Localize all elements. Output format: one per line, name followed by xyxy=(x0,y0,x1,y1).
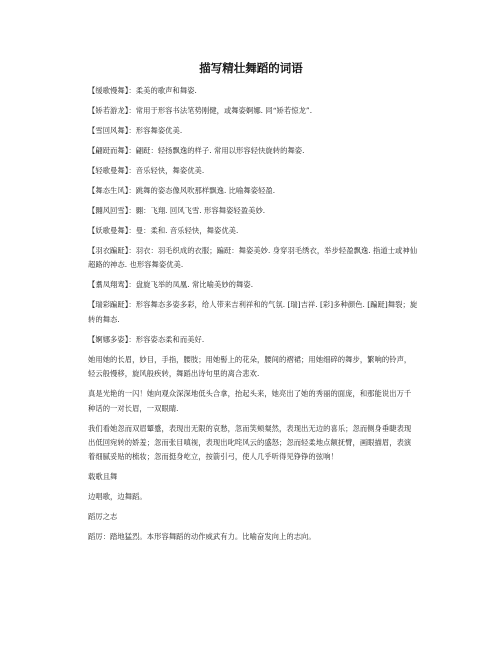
paragraph: 【轻歌曼舞】：音乐轻快，舞姿优美. xyxy=(88,166,205,175)
paragraph: 【翩跹而舞】：翩跹：轻扬飘逸的样子. 常用以形容轻快旋转的舞姿. xyxy=(88,146,305,155)
paragraph: 我们看她忽而双眉颦蹙，表现出无限的哀愁，忽而笑颊粲然，表现出无边的喜乐；忽而侧身垂睫表现出低回宛转的娇羞；忽而张目嗔视，表现出叱咤风云的盛怒；忽而轻柔地点额抚臂，画眼描眉，表演着细腻妥贴的梳妆；忽而挺身屹立，按箭引弓，使人几乎听得见铮铮的弦响！ xyxy=(88,423,412,462)
paragraph: 蹈厉：踏地猛烈。本形容舞蹈的动作威武有力。比喻奋发向上的志向。 xyxy=(88,532,316,542)
paragraph: 边唱歌，边舞蹈。 xyxy=(88,492,147,502)
page-title: 描写精壮舞蹈的词语 xyxy=(199,61,303,75)
paragraph: 【舞态生风】：跳舞的姿态像风吹那样飘逸. 比喻舞姿轻盈. xyxy=(88,186,276,195)
paragraph: 【翾风回雪】：翾：飞翔. 回风飞雪. 形容舞姿轻盈美妙. xyxy=(88,206,266,215)
paragraph: 【翥凤翔鸾】：盘旋飞举的凤凰. 常比喻美妙的舞姿. xyxy=(88,280,254,290)
paragraph: 【矫若游龙】：常用于形容书法笔势刚健，或舞姿婀娜. 同“矫若惊龙”. xyxy=(88,106,313,115)
document-body xyxy=(88,84,418,550)
paragraph: 真是光艳的一闪！她向观众深深地低头合拿，抬起头来，她亮出了她的秀丽的面庞，和那能说出万千种话的一对长眉，一双眼睛. xyxy=(88,389,412,413)
paragraph: 载歌且舞 xyxy=(88,472,118,482)
paragraph: 蹈厉之志 xyxy=(88,512,118,522)
paragraph: 【雪回风舞】：形容舞姿优美. xyxy=(88,126,183,135)
paragraph: 她用她的长眉，妙目，手指，腰肢；用她髻上的花朵，腰间的褶裙；用她细碎的舞步，繁响的铃声，轻云般慢移，旋风般疾转，舞蹈出诗句里的离合悲欢. xyxy=(88,354,412,379)
paragraph: 【羽衣蹁跹】：羽衣：羽毛织成的衣服；蹁跹：舞姿美妙. 身穿羽毛绣衣，举步轻盈飘逸. 指道士或神仙超路的神态. 也形容舞姿优美. xyxy=(88,246,418,270)
paragraph: 【瑞彩蹁跹】：形容舞态多姿多彩，给人带来吉利祥和的气氛. [瑞]吉祥. [彩]多种颜色. [蹁跹]舞裂；旋转的舞态. xyxy=(88,300,418,324)
paragraph: 【妖歌曼舞】：曼：柔和. 音乐轻快，舞姿优美. xyxy=(88,226,239,235)
paragraph: 【婀娜多姿】：形容姿态柔和而美好. xyxy=(88,334,205,344)
paragraph: 【缓歌慢舞】：柔美的歌声和舞姿. xyxy=(88,86,197,95)
